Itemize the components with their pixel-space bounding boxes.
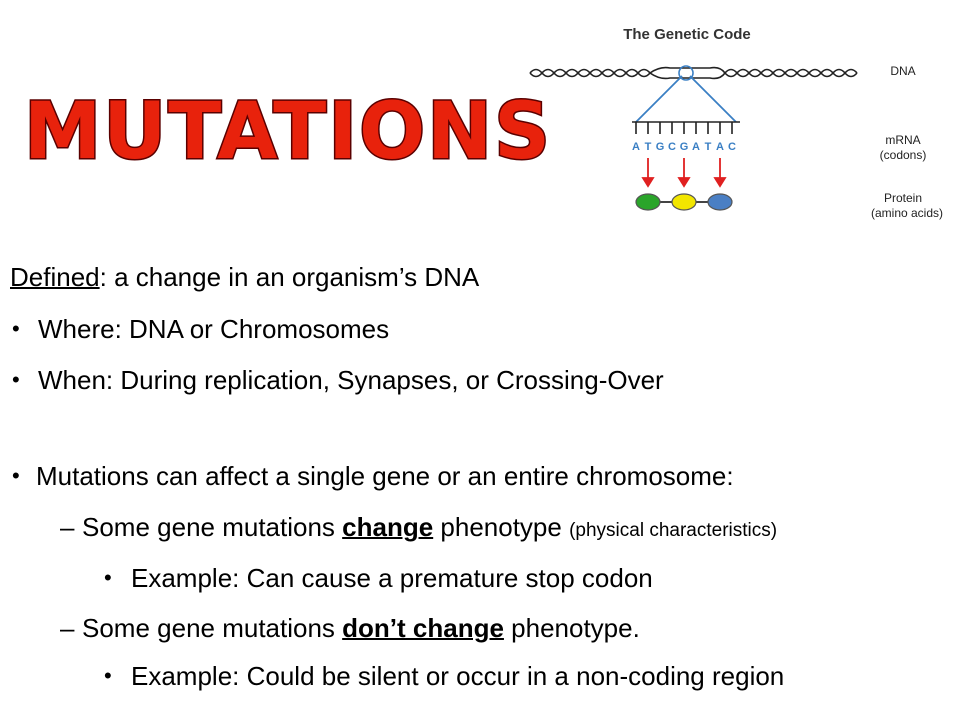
example-2-text: Example: Could be silent or occur in a non-coding region (131, 661, 785, 691)
base: T (704, 141, 712, 153)
bullet-dot: • (104, 663, 112, 688)
bullet-dot: • (12, 367, 20, 392)
sub-item-no-change-text (82, 613, 640, 643)
title-wordart (20, 86, 560, 172)
translation-arrows (643, 158, 725, 186)
base: G (655, 141, 665, 153)
definition-text: : a change in an organism’s DNA (99, 262, 480, 292)
zoom-lines (636, 76, 736, 122)
mrna-strand (632, 122, 740, 134)
bullet-dot: • (104, 565, 112, 590)
amino-acid-chain (636, 194, 732, 210)
sub1-pre: Some gene mutations (82, 512, 343, 542)
when-text: When: During replication, Synapses, or Crossing-Over (38, 365, 664, 395)
base: T (644, 141, 652, 153)
base: A (716, 141, 724, 153)
base: C (728, 141, 736, 153)
defined-term: Defined (10, 262, 100, 292)
diagram-title: The Genetic Code (623, 26, 751, 43)
amino-acids-label: (amino acids) (870, 206, 944, 220)
dash: – (60, 512, 75, 542)
example-1-text: Example: Can cause a premature stop codon (131, 563, 653, 593)
base: A (632, 141, 640, 153)
amino-acid-blue (708, 194, 732, 210)
bullet-dot: • (12, 316, 20, 341)
sub2-pre: Some gene mutations (82, 613, 343, 643)
slide-title: MUTATIONS (24, 87, 552, 172)
mrna-label: mRNA (885, 133, 921, 147)
where-text: Where: DNA or Chromosomes (38, 314, 390, 344)
protein-label: Protein (883, 191, 923, 205)
definition-line (10, 262, 479, 292)
sub1-post: phenotype (433, 512, 570, 542)
sub2-post: phenotype. (503, 613, 640, 643)
dash: – (60, 613, 75, 643)
base: C (668, 141, 676, 153)
bullet-dot: • (12, 463, 20, 488)
amino-acid-yellow (672, 194, 696, 210)
base: A (692, 141, 700, 153)
dna-label: DNA (890, 64, 916, 78)
affect-text: Mutations can affect a single gene or an entire chromosome: (36, 461, 734, 491)
sub1-small: (physical characteristics) (569, 520, 778, 541)
genetic-code-diagram (520, 18, 960, 238)
amino-acid-green (636, 194, 660, 210)
dna-helix (530, 66, 857, 80)
codon-bases (632, 141, 736, 153)
sub2-emphasis: don’t change (342, 613, 504, 643)
sub-item-change-text (82, 512, 777, 546)
base: G (679, 141, 689, 153)
codons-label: (codons) (879, 148, 927, 162)
sub1-emphasis: change (342, 512, 434, 542)
